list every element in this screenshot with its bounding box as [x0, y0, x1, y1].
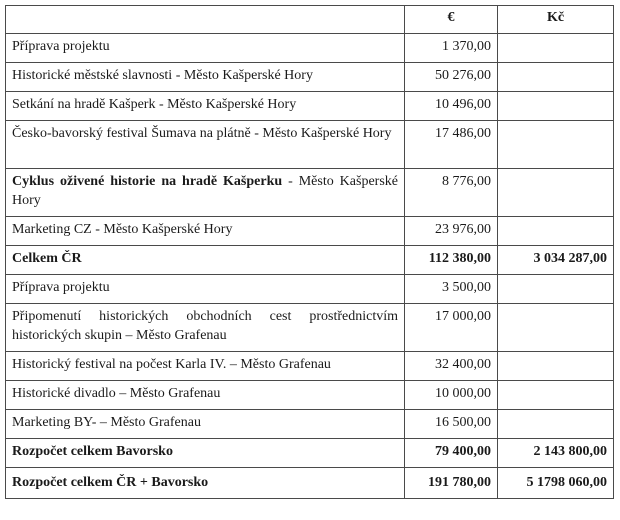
row-eur-cell: 3 500,00 — [405, 275, 498, 304]
table-row — [6, 275, 614, 304]
row-name-cell: Historické městské slavnosti - Město Kašperské Hory — [6, 63, 405, 92]
row-czk-cell: 5 1798 060,00 — [498, 468, 614, 499]
table-row — [6, 121, 614, 169]
row-name-cell: Marketing CZ - Město Kašperské Hory — [6, 217, 405, 246]
subtotal-row-cz — [6, 246, 614, 275]
row-eur-cell: 10 496,00 — [405, 92, 498, 121]
header-eur-cell: € — [405, 6, 498, 34]
row-eur-cell: 23 976,00 — [405, 217, 498, 246]
header-czk-cell: Kč — [498, 6, 614, 34]
row-name-rest-part: - Město Kašperské Hory — [12, 174, 398, 208]
row-name-cell: Příprava projektu — [6, 275, 405, 304]
row-czk-cell — [498, 34, 614, 63]
row-name-cell: Setkání na hradě Kašperk - Město Kašperské Hory — [6, 92, 405, 121]
header-name-cell — [6, 6, 405, 34]
row-czk-cell — [498, 121, 614, 169]
row-name-bold-part: Cyklus oživené historie na hradě Kašperku — [12, 174, 283, 189]
table-row — [6, 304, 614, 352]
row-name-cell: Celkem ČR — [6, 246, 405, 275]
row-name-cell: Česko-bavorský festival Šumava na plátně - Město Kašperské Hory — [6, 121, 405, 169]
row-name-cell: Rozpočet celkem Bavorsko — [6, 439, 405, 468]
row-name-cell: Příprava projektu — [6, 34, 405, 63]
row-eur-cell: 17 486,00 — [405, 121, 498, 169]
row-czk-cell: 3 034 287,00 — [498, 246, 614, 275]
row-czk-cell — [498, 304, 614, 352]
row-name-cell — [6, 169, 405, 217]
row-czk-cell — [498, 92, 614, 121]
budget-table — [5, 5, 614, 499]
grand-total-row — [6, 468, 614, 499]
header-row — [6, 6, 614, 34]
row-czk-cell — [498, 169, 614, 217]
row-eur-cell: 50 276,00 — [405, 63, 498, 92]
table-row — [6, 410, 614, 439]
table-row — [6, 34, 614, 63]
row-name-cell: Historické divadlo – Město Grafenau — [6, 381, 405, 410]
row-eur-cell: 1 370,00 — [405, 34, 498, 63]
table-row — [6, 63, 614, 92]
row-eur-cell: 32 400,00 — [405, 352, 498, 381]
table-row — [6, 381, 614, 410]
row-name-cell: Připomenutí historických obchodních cest prostřednictvím historických skupin – Město Grafenau — [6, 304, 405, 352]
table-row — [6, 92, 614, 121]
row-eur-cell: 112 380,00 — [405, 246, 498, 275]
row-czk-cell — [498, 352, 614, 381]
row-czk-cell — [498, 217, 614, 246]
row-name-cell: Marketing BY- – Město Grafenau — [6, 410, 405, 439]
row-name-cell: Rozpočet celkem ČR + Bavorsko — [6, 468, 405, 499]
row-eur-cell: 16 500,00 — [405, 410, 498, 439]
row-czk-cell — [498, 275, 614, 304]
row-eur-cell: 17 000,00 — [405, 304, 498, 352]
row-eur-cell: 191 780,00 — [405, 468, 498, 499]
subtotal-row-bavaria — [6, 439, 614, 468]
row-eur-cell: 10 000,00 — [405, 381, 498, 410]
table-row — [6, 169, 614, 217]
row-czk-cell — [498, 410, 614, 439]
row-czk-cell — [498, 63, 614, 92]
row-czk-cell: 2 143 800,00 — [498, 439, 614, 468]
row-czk-cell — [498, 381, 614, 410]
row-eur-cell: 79 400,00 — [405, 439, 498, 468]
row-name-cell: Historický festival na počest Karla IV. – Město Grafenau — [6, 352, 405, 381]
table-row — [6, 352, 614, 381]
table-row — [6, 217, 614, 246]
row-eur-cell: 8 776,00 — [405, 169, 498, 217]
